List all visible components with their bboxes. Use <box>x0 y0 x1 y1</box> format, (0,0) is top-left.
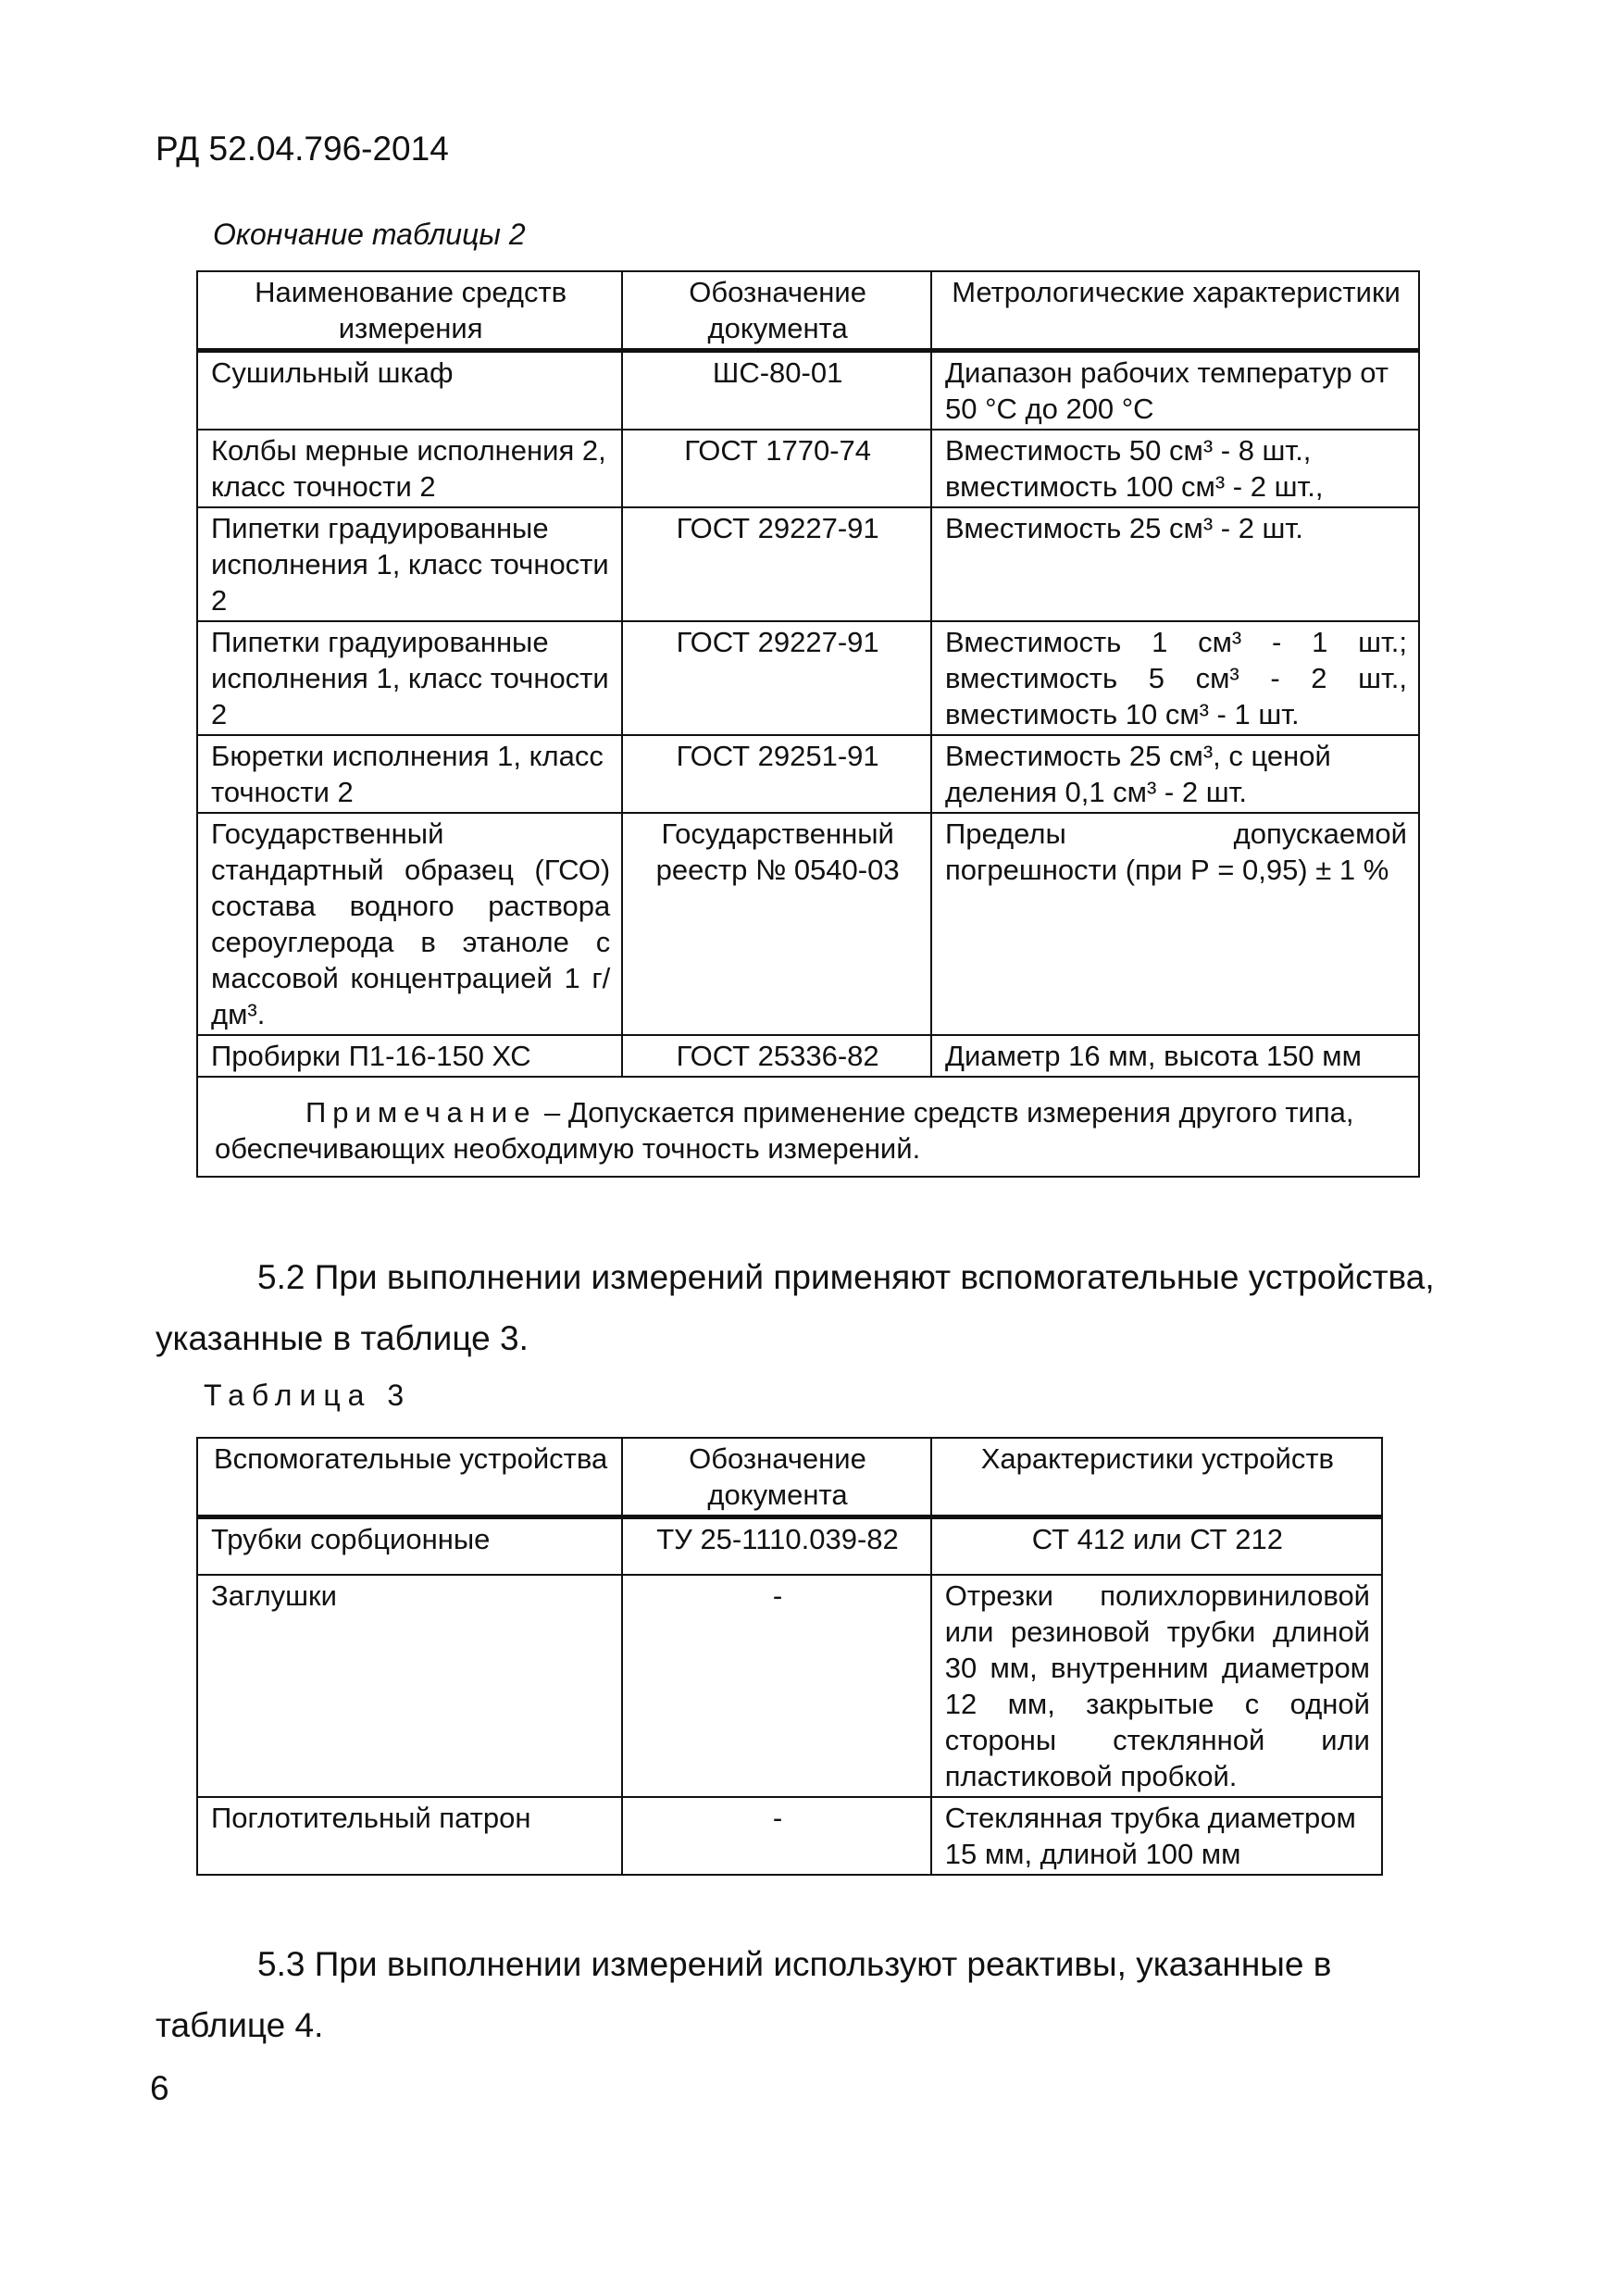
table3-cell-name: Поглотительный патрон <box>197 1797 622 1875</box>
table2-cell-doc: Государственный реестр № 0540-03 <box>622 813 931 1035</box>
table3-header-doc: Обозначение документа <box>622 1438 931 1517</box>
table2 <box>196 270 1420 1178</box>
table3-cell-name: Заглушки <box>197 1575 622 1797</box>
table2-cell-char: Вместимость 50 см³ - 8 шт., вместимость 100 см³ - 2 шт., <box>931 430 1419 507</box>
table2-cell-char: Вместимость 1 см³ - 1 шт.; вместимость 5 см³ - 2 шт., вместимость 10 см³ - 1 шт. <box>931 621 1419 735</box>
table2-cell-name: Государственный стандартный образец (ГСО) состава водного раствора сероуглерода в этаноле с массовой концентрацией 1 г/дм³. <box>197 813 622 1035</box>
table-row <box>197 1035 1419 1077</box>
table3-cell-doc: - <box>622 1575 931 1797</box>
table2-header-row <box>197 271 1419 351</box>
table3-cell-char: СТ 412 или СТ 212 <box>931 1517 1382 1575</box>
table3-cell-char: Отрезки полихлорвиниловой или резиновой трубки длиной 30 мм, внутренним диаметром 12 мм, закрытые с одной стороны стеклянной или пластиковой пробкой. <box>931 1575 1382 1797</box>
table2-cell-doc: ШС-80-01 <box>622 351 931 430</box>
note-label: Примечание <box>305 1096 537 1129</box>
table3-header-name: Вспомогательные устройства <box>197 1438 622 1517</box>
table2-cell-doc: ГОСТ 25336-82 <box>622 1035 931 1077</box>
table-row <box>197 1517 1382 1575</box>
table2-cell-name: Колбы мерные исполнения 2, класс точности 2 <box>197 430 622 507</box>
table2-cell-char: Пределы допускаемой погрешности (при Р = 0,95) ± 1 % <box>931 813 1419 1035</box>
table2-cell-char: Вместимость 25 см³ - 2 шт. <box>931 507 1419 621</box>
table2-cell-doc: ГОСТ 1770-74 <box>622 430 931 507</box>
table2-header-char: Метрологические характеристики <box>931 271 1419 351</box>
table-row <box>197 351 1419 430</box>
table3-caption: Таблица 3 <box>204 1379 412 1412</box>
table2-cell-name: Пипетки градуированные исполнения 1, класс точности 2 <box>197 507 622 621</box>
table2-caption: Окончание таблицы 2 <box>213 218 526 251</box>
table2-cell-doc: ГОСТ 29227-91 <box>622 507 931 621</box>
table-row <box>197 621 1419 735</box>
table2-header-name: Наименование средств измерения <box>197 271 622 351</box>
table-row <box>197 813 1419 1035</box>
table-row <box>197 735 1419 813</box>
table-row <box>197 1797 1382 1875</box>
table3-cell-name: Трубки сорбционные <box>197 1517 622 1575</box>
table2-cell-name: Пипетки градуированные исполнения 1, класс точности 2 <box>197 621 622 735</box>
table3 <box>196 1437 1383 1876</box>
table2-cell-name: Пробирки П1-16-150 ХС <box>197 1035 622 1077</box>
table3-cell-doc: - <box>622 1797 931 1875</box>
table3-cell-doc: ТУ 25-1110.039-82 <box>622 1517 931 1575</box>
table2-cell-doc: ГОСТ 29227-91 <box>622 621 931 735</box>
table-row <box>197 430 1419 507</box>
table-row <box>197 1575 1382 1797</box>
table2-cell-char: Вместимость 25 см³, с ценой деления 0,1 см³ - 2 шт. <box>931 735 1419 813</box>
table2-note <box>197 1077 1419 1177</box>
table2-header-doc: Обозначение документа <box>622 271 931 351</box>
table2-cell-char: Диапазон рабочих температур от 50 °С до 200 °С <box>931 351 1419 430</box>
note-text: – Допускается применение средств измерения другого типа, обеспечивающих необходимую точность измерений. <box>215 1096 1354 1165</box>
table3-cell-char: Стеклянная трубка диаметром 15 мм, длиной 100 мм <box>931 1797 1382 1875</box>
table2-cell-name: Бюретки исполнения 1, класс точности 2 <box>197 735 622 813</box>
table2-note-row <box>197 1077 1419 1177</box>
paragraph-5-3: 5.3 При выполнении измерений используют реактивы, указанные в таблице 4. <box>156 1945 1332 2044</box>
paragraph-5-2: 5.2 При выполнении измерений применяют вспомогательные устройства, указанные в таблице 3. <box>156 1258 1435 1357</box>
table3-header-char: Характеристики устройств <box>931 1438 1382 1517</box>
table-row <box>197 507 1419 621</box>
table2-cell-char: Диаметр 16 мм, высота 150 мм <box>931 1035 1419 1077</box>
page-number: 6 <box>150 2069 169 2107</box>
table2-cell-name: Сушильный шкаф <box>197 351 622 430</box>
table3-header-row <box>197 1438 1382 1517</box>
document-code: РД 52.04.796-2014 <box>156 130 449 168</box>
table2-cell-doc: ГОСТ 29251-91 <box>622 735 931 813</box>
